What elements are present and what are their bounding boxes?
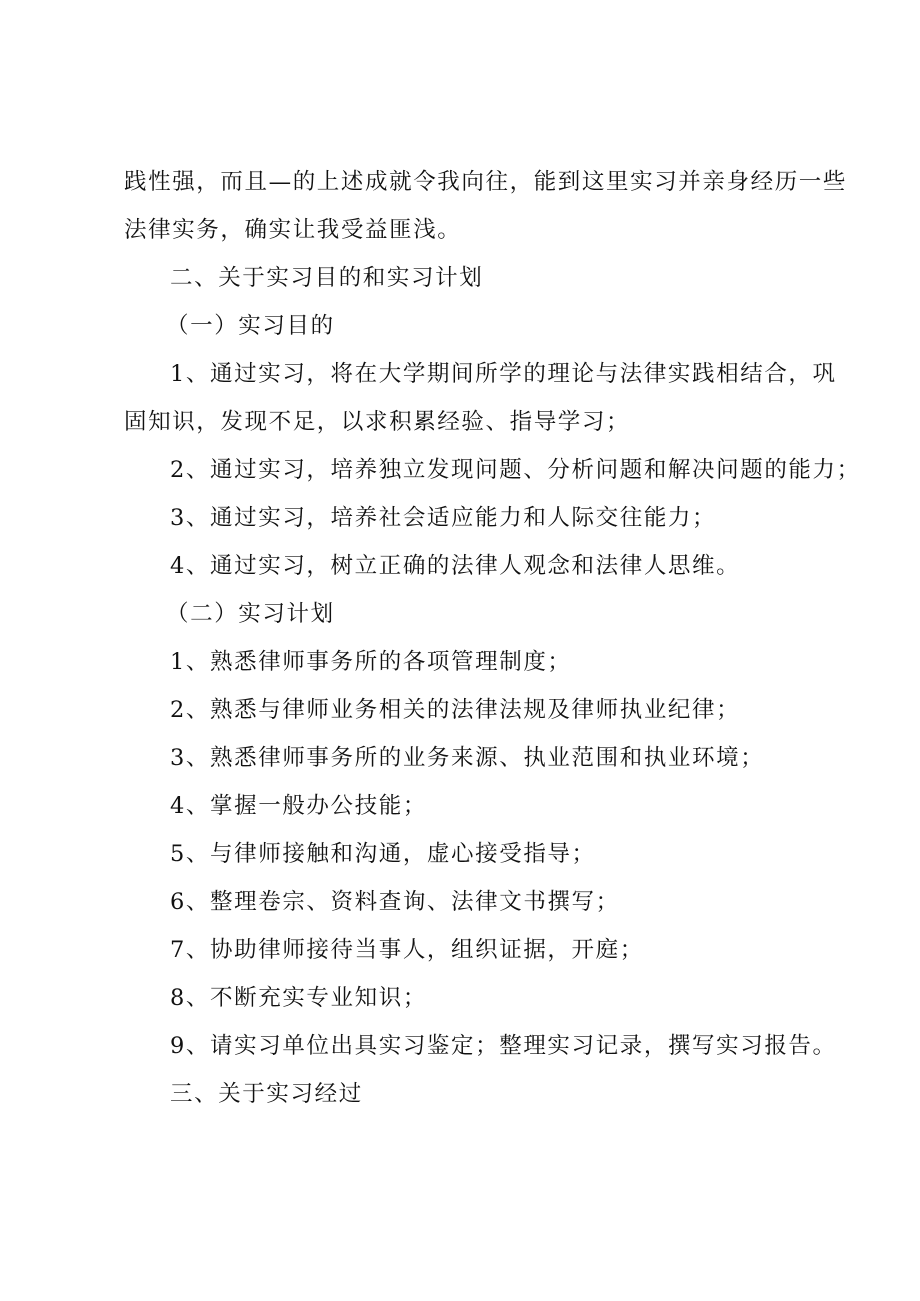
- list-item-continuation: 固知识，发现不足，以求积累经验、指导学习；: [124, 409, 631, 435]
- list-item: 1、通过实习，将在大学期间所学的理论与法律实践相结合，巩: [170, 361, 837, 387]
- list-item: 3、通过实习，培养社会适应能力和人际交往能力；: [170, 505, 717, 531]
- list-item: 8、不断充实专业知识；: [170, 985, 427, 1011]
- subsection-heading: （一）实习目的: [166, 313, 335, 339]
- list-item: 1、熟悉律师事务所的各项管理制度；: [170, 649, 572, 675]
- list-item: 7、协助律师接待当事人，组织证据，开庭；: [170, 937, 644, 963]
- list-item: 4、通过实习，树立正确的法律人观念和法律人思维。: [170, 553, 741, 579]
- list-item: 5、与律师接触和沟通，虚心接受指导；: [170, 841, 596, 867]
- list-item: 9、请实习单位出具实习鉴定；整理实习记录，撰写实习报告。: [170, 1033, 837, 1059]
- list-item: 4、掌握一般办公技能；: [170, 793, 427, 819]
- section-heading: 三、关于实习经过: [170, 1081, 363, 1107]
- paragraph-continuation-line: 践性强，而且—的上述成就令我向往，能到这里实习并亲身经历一些: [124, 169, 848, 195]
- paragraph-continuation-line: 法律实务，确实让我受益匪浅。: [124, 217, 462, 243]
- list-item: 6、整理卷宗、资料查询、法律文书撰写；: [170, 889, 620, 915]
- section-heading: 二、关于实习目的和实习计划: [170, 265, 484, 291]
- list-item: 2、通过实习，培养独立发现问题、分析问题和解决问题的能力；: [170, 457, 861, 483]
- list-item: 2、熟悉与律师业务相关的法律法规及律师执业纪律；: [170, 697, 741, 723]
- list-item: 3、熟悉律师事务所的业务来源、执业范围和执业环境；: [170, 745, 765, 771]
- subsection-heading: （二）实习计划: [166, 601, 335, 627]
